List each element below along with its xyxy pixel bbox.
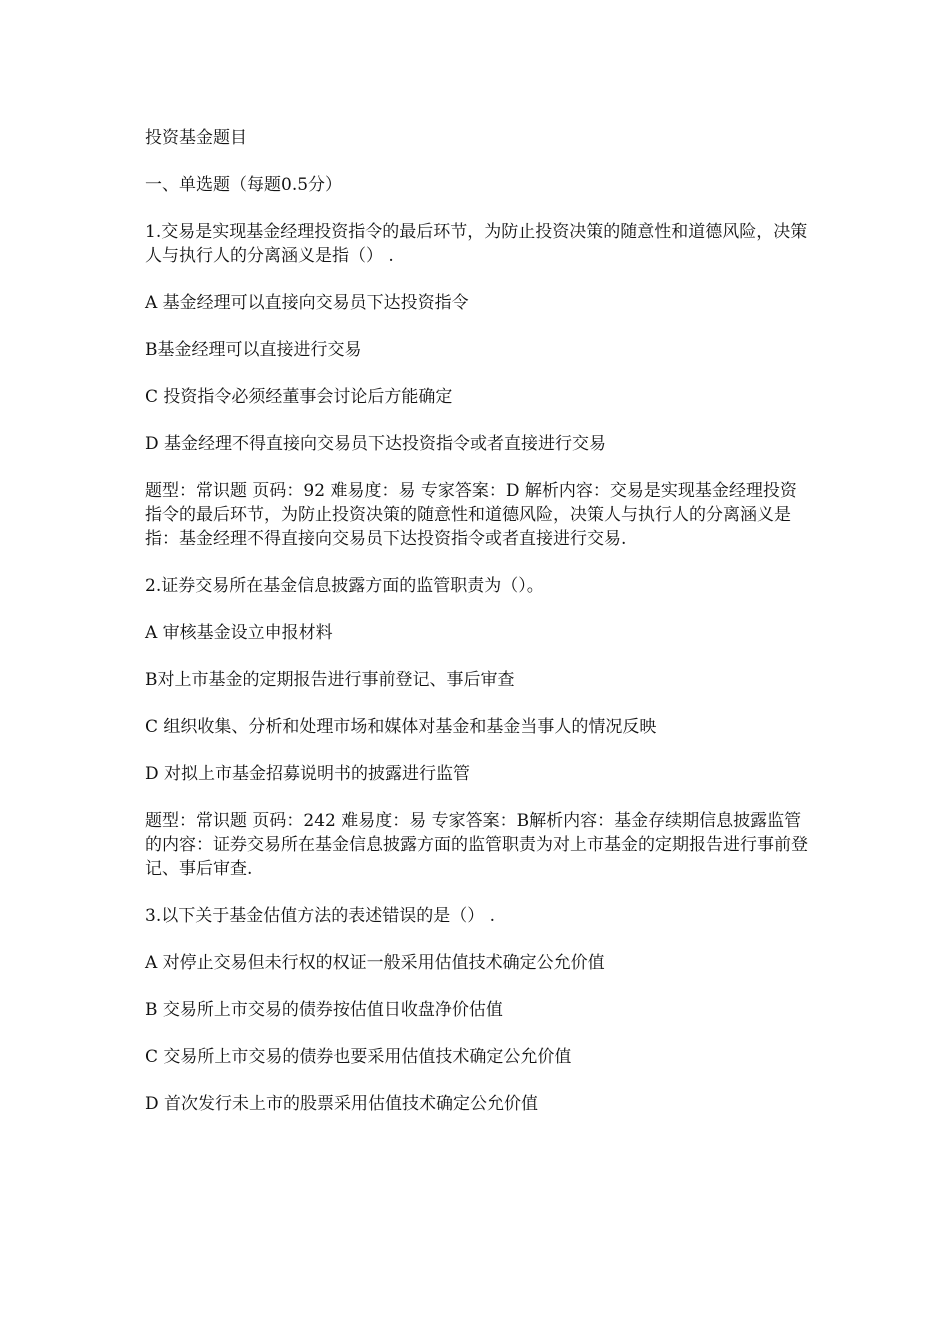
document-content [145,126,810,1139]
question-option: C 交易所上市交易的债券也要采用估值技术确定公允价值 [145,1047,572,1067]
question-option: D 对拟上市基金招募说明书的披露进行监管 [145,764,471,784]
question-stem: 1.交易是实现基金经理投资指令的最后环节，为防止投资决策的随意性和道德风险，决策人与执行人的分离涵义是指（） . [145,222,808,266]
question-analysis: 题型：常识题 页码：92 难易度：易 专家答案：D 解析内容：交易是实现基金经理投资指令的最后环节，为防止投资决策的随意性和道德风险，决策人与执行人的分离涵义是指：基金经理不得直接向交易员下达投资指令或者直接进行交易. [145,481,797,549]
question-stem: 3.以下关于基金估值方法的表述错误的是（） . [145,906,496,926]
question-option: C 投资指令必须经董事会讨论后方能确定 [145,387,453,407]
question-option: B 交易所上市交易的债券按估值日收盘净价估值 [145,1000,503,1020]
question-option: D 基金经理不得直接向交易员下达投资指令或者直接进行交易 [145,434,607,454]
question-option: D 首次发行未上市的股票采用估值技术确定公允价值 [145,1094,539,1114]
question-option: B对上市基金的定期报告进行事前登记、事后审查 [145,670,515,690]
question-option: A 基金经理可以直接向交易员下达投资指令 [145,293,469,313]
question-option: B基金经理可以直接进行交易 [145,340,362,360]
question-stem: 2.证券交易所在基金信息披露方面的监管职责为（）。 [145,576,544,596]
document-title: 投资基金题目 [145,128,247,148]
section-heading: 一、单选题（每题0.5分） [145,175,343,195]
question-analysis: 题型：常识题 页码：242 难易度：易 专家答案：B解析内容：基金存续期信息披露监管的内容：证券交易所在基金信息披露方面的监管职责为对上市基金的定期报告进行事前登记、事后审查. [145,811,808,879]
question-option: C 组织收集、分析和处理市场和媒体对基金和基金当事人的情况反映 [145,717,657,737]
question-option: A 审核基金设立申报材料 [145,623,333,643]
question-option: A 对停止交易但未行权的权证一般采用估值技术确定公允价值 [145,953,605,973]
